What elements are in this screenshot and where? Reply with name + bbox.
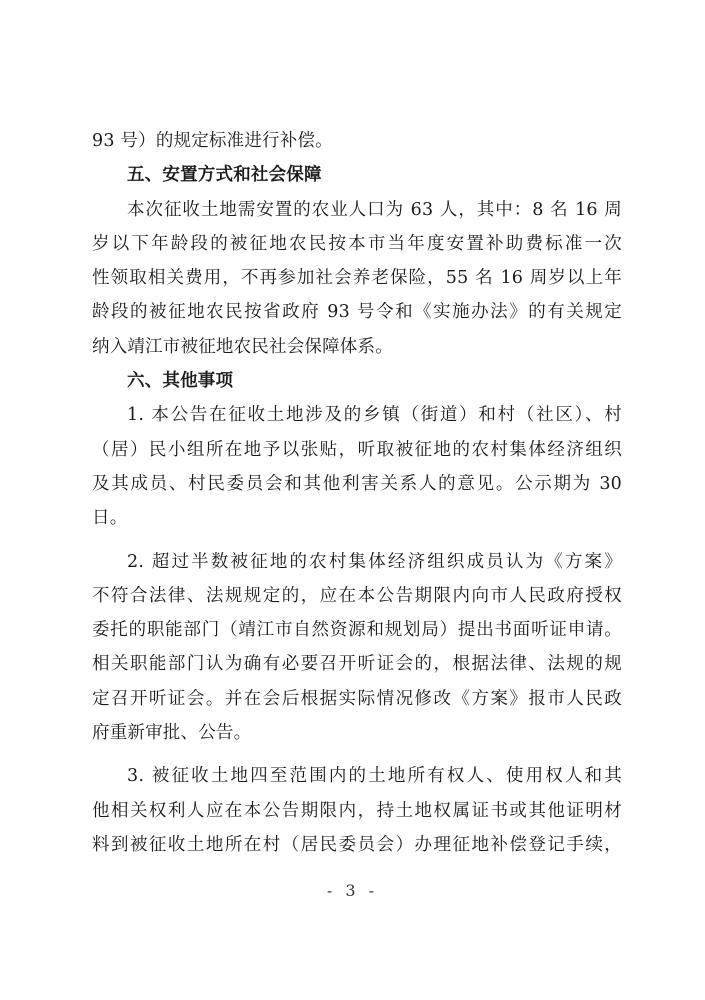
text-line: 岁以下年龄段的被征地农民按本市当年度安置补助费标准一次: [92, 233, 622, 254]
text-line: 本次征收土地需安置的农业人口为 63 人，其中：8 名 16 周: [127, 199, 622, 220]
page-number: - 3 -: [326, 881, 379, 900]
text-line: 3. 被征收土地四至范围内的土地所有权人、使用权人和其: [127, 766, 622, 787]
text-line: 料到被征收土地所在村（居民委员会）办理征地补偿登记手续，: [92, 834, 622, 855]
text-line: 93 号）的规定标准进行补偿。: [92, 131, 333, 151]
text-line: 及其成员、村民委员会和其他利害关系人的意见。公示期为 30: [92, 473, 622, 494]
text-line: 2. 超过半数被征地的农村集体经济组织成员认为《方案》: [127, 551, 622, 572]
text-line: 日。: [92, 508, 128, 529]
paragraph-gap: [92, 536, 622, 545]
text-line: 龄段的被征地农民按省政府 93 号令和《实施办法》的有关规定: [92, 302, 622, 323]
section-heading-other-matters: 六、其他事项: [127, 371, 234, 392]
text-line: 委托的职能部门（靖江市自然资源和规划局）提出书面听证申请。: [92, 620, 622, 641]
text-line: 不符合法律、法规规定的，应在本公告期限内向市人民政府授权: [92, 585, 622, 606]
text-line: 性领取相关费用，不再参加社会养老保险，55 名 16 周岁以上年: [92, 268, 622, 289]
text-line: 府重新审批、公告。: [92, 723, 252, 744]
text-line: 相关职能部门认为确有必要召开听证会的，根据法律、法规的规: [92, 654, 622, 675]
text-line: （居）民小组所在地予以张贴，听取被征地的农村集体经济组织: [92, 439, 622, 460]
text-line: 纳入靖江市被征地农民社会保障体系。: [92, 336, 393, 357]
paragraph-gap: [92, 750, 622, 759]
text-line: 他相关权利人应在本公告期限内，持土地权属证书或其他证明材: [92, 800, 622, 821]
text-line: 定召开听证会。并在会后根据实际情况修改《方案》报市人民政: [92, 688, 622, 709]
section-heading-resettlement: 五、安置方式和社会保障: [127, 165, 322, 186]
text-line: 1. 本公告在征收土地涉及的乡镇（街道）和村（社区）、村: [127, 405, 622, 426]
document-body: [92, 124, 622, 862]
